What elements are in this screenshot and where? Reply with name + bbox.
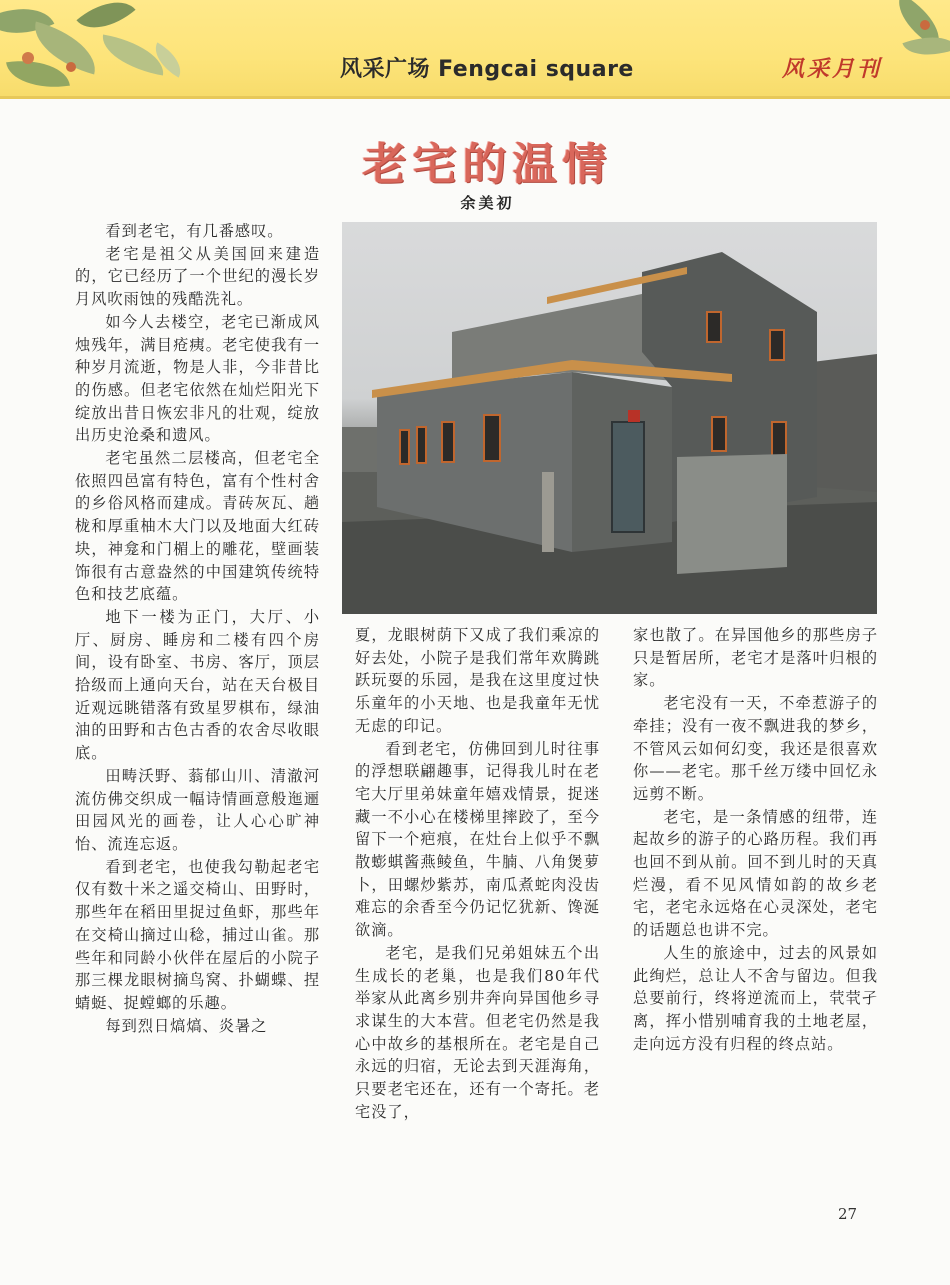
article-author: 余美初 [460, 194, 515, 212]
magazine-name: 风采月刊 [782, 56, 883, 82]
paragraph: 夏，龙眼树荫下又成了我们乘凉的好去处，小院子是我们常年欢腾跳跃玩耍的乐园，是我在这里度过快乐童年的小天地、也是我童年无忧无虑的印记。 [355, 626, 600, 735]
page-header [0, 0, 950, 96]
text-column-3 [633, 624, 878, 1055]
paragraph: 老宅，是一条情感的纽带，连起故乡的游子的心路历程。我们再也回不到从前。回不到儿时的天真烂漫，看不见风情如韵的故乡老宅，老宅永远烙在心灵深处，老宅的话题总也讲不完。 [633, 807, 878, 940]
paragraph: 看到老宅，有几番感叹。 [105, 222, 284, 240]
paragraph: 看到老宅，仿佛回到儿时往事的浮想联翩趣事，记得我儿时在老宅大厅里弟妹童年嬉戏情景，捉迷藏一不小心在楼梯里摔跤了，至今留下一个疤痕，在灶台上似乎不飘散蟛蜞酱燕鲮鱼，牛腩、八角煲萝卜，田螺炒紫苏，南瓜煮蛇肉没齿难忘的余香至今仍记忆犹新、馋涎欲滴。 [355, 739, 600, 940]
text-column-1 [75, 220, 320, 1037]
paragraph: 家也散了。在异国他乡的那些房子只是暂居所，老宅才是落叶归根的家。 [633, 626, 878, 690]
section-title: 风采广场 Fengcai square [340, 57, 634, 82]
header-divider [0, 96, 950, 99]
paragraph: 老宅没有一天，不牵惹游子的牵挂；没有一夜不飘进我的梦乡，不管风云如何幻变，我还是很喜欢你——老宅。那千丝万缕中回忆永远剪不断。 [633, 694, 878, 803]
paragraph: 老宅是祖父从美国回来建造的，它已经历了一个世纪的漫长岁月风吹雨蚀的残酷洗礼。 [75, 244, 320, 309]
paragraph: 老宅，是我们兄弟姐妹五个出生成长的老巢，也是我们80年代举家从此离乡别井奔向异国他乡寻求谋生的大本营。但老宅仍然是我心中故乡的基根所在。老宅是自己永远的归宿，无论去到天涯海角，只要老宅还在，还有一个寄托。老宅没了， [355, 943, 600, 1121]
text-column-2 [355, 624, 600, 1123]
paragraph: 每到烈日熇熇、炎暑之 [105, 1016, 268, 1035]
article-title: 老宅的温情 [362, 139, 613, 190]
paragraph: 如今人去楼空，老宅已渐成风烛残年，满目疮痍。老宅使我有一种岁月流逝，物是人非，今非昔比的伤感。但老宅依然在灿烂阳光下绽放出昔日恢宏非凡的壮观，绽放出历史沧桑和遗风。 [75, 312, 320, 445]
paragraph: 人生的旅途中，过去的风景如此绚烂，总让人不舍与留边。但我总要前行，终将逆流而上，茕茕孑离，挥小惜别哺育我的土地老屋，走向远方没有归程的终点站。 [633, 943, 878, 1053]
page-number: 27 [838, 1205, 858, 1223]
paragraph: 田畴沃野、蓊郁山川、清澈河流仿佛交织成一幅诗情画意般迤逦田园风光的画卷，让人心心旷神怡、流连忘返。 [75, 766, 320, 853]
paragraph: 老宅虽然二层楼高，但老宅全依照四邑富有特色，富有个性村舍的乡俗风格而建成。青砖灰瓦、趟栊和厚重柚木大门以及地面大红砖块，神龛和门楣上的雕花，壁画装饰很有古意盎然的中国建筑传统特色和技艺底蕴。 [75, 449, 320, 604]
old-house-photo [342, 222, 877, 614]
paragraph: 看到老宅，也使我勾勒起老宅仅有数十米之遥交椅山、田野时，那些年在稻田里捉过鱼虾，那些年在交椅山摘过山稔，捕过山雀。那些年和同龄小伙伴在屋后的小院子那三棵龙眼树摘鸟窝、扑蝴蝶、捏蜻蜓、捉螳螂的乐趣。 [75, 857, 320, 1012]
house-illustration [342, 222, 877, 614]
paragraph: 地下一楼为正门，大厅、小厅、厨房、睡房和二楼有四个房间，设有卧室、书房、客厅，顶层拾级而上通向天台，站在天台极目近观远眺错落有致星罗棋布，绿油油的田野和古色古香的农舍尽收眼底。 [75, 607, 320, 763]
